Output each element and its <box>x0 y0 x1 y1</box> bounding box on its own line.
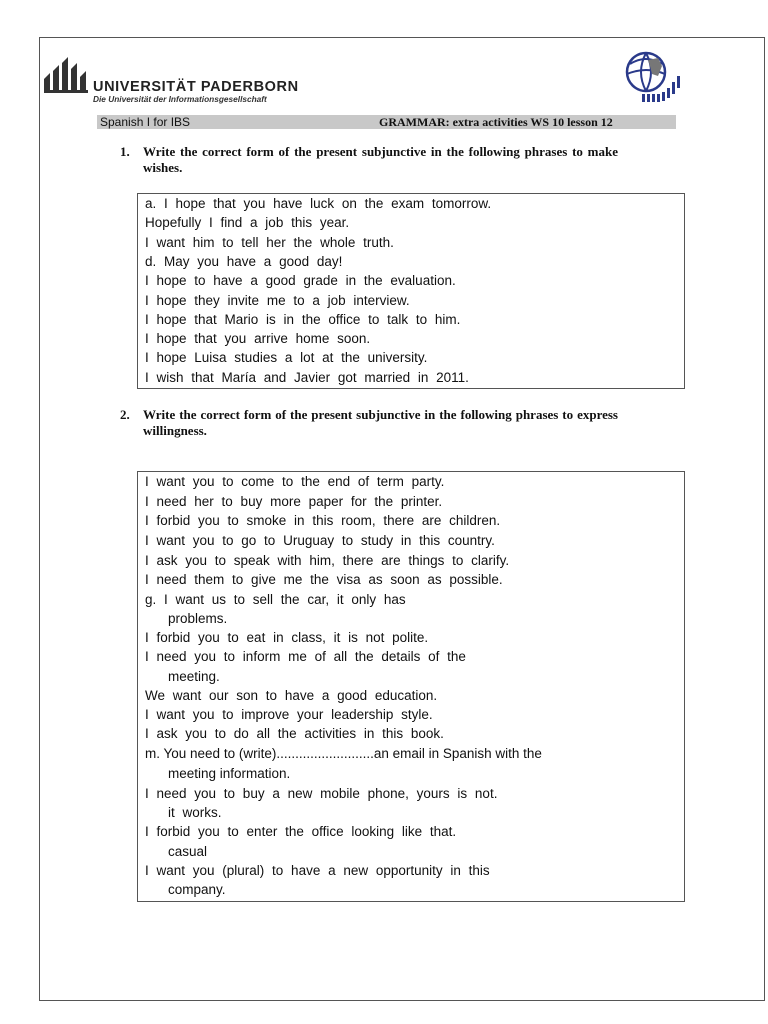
question-2-number: 2. <box>120 407 130 422</box>
university-name: UNIVERSITÄT PADERBORN <box>93 79 299 95</box>
list-item: Hopefully I find a job this year. <box>145 215 350 231</box>
globe-logo-icon <box>622 50 684 109</box>
course-name: Spanish I for IBS <box>100 115 191 129</box>
list-item: I want you to improve your leadership style. <box>145 707 433 722</box>
list-item: I ask you to do all the activities in this book. <box>145 726 444 741</box>
university-subtitle: Die Universität der Informationsgesellschaft <box>93 94 267 104</box>
list-item: I hope to have a good grade in the evaluation. <box>145 273 456 289</box>
university-logo-icon <box>44 57 88 93</box>
question-1 <box>120 144 618 176</box>
list-item-continuation: problems. <box>168 610 228 626</box>
list-item: I forbid you to enter the office looking like that. <box>145 824 457 839</box>
list-item: I forbid you to smoke in this room, there are children. <box>145 513 501 528</box>
list-item-continuation: company. <box>168 882 226 897</box>
list-item-continuation: meeting. <box>168 668 220 684</box>
question-2 <box>120 407 618 439</box>
worksheet-topic: GRAMMAR: extra activities WS 10 lesson 12 <box>379 115 613 129</box>
list-item: I want you to come to the end of term party. <box>145 474 445 489</box>
list-item: I hope they invite me to a job interview. <box>145 292 410 308</box>
list-item-continuation: meeting information. <box>168 765 291 781</box>
question-1-text: Write the correct form of the present subjunctive in the following phrases to make wishes. <box>143 144 618 175</box>
list-item-continuation: casual <box>168 843 208 859</box>
question-2-text: Write the correct form of the present subjunctive in the following phrases to express willingness. <box>143 407 618 438</box>
list-item-continuation: it works. <box>168 805 222 820</box>
list-item: I ask you to speak with him, there are things to clarify. <box>145 552 510 568</box>
list-item: We want our son to have a good education. <box>145 687 438 703</box>
list-item: I need you to buy a new mobile phone, yours is not. <box>145 785 498 801</box>
list-item: I want you to go to Uruguay to study in this country. <box>145 533 495 548</box>
list-item: g. I want us to sell the car, it only has <box>145 591 406 607</box>
list-item: I need her to buy more paper for the printer. <box>145 493 443 509</box>
list-item: I need them to give me the visa as soon as possible. <box>145 572 503 587</box>
course-header-bar <box>97 115 676 129</box>
list-item: m. You need to (write)..........................an email in Spanish with the <box>145 745 542 761</box>
list-item: I want you (plural) to have a new opportunity in this <box>145 862 490 878</box>
list-item: d. May you have a good day! <box>145 253 343 269</box>
list-item: a. I hope that you have luck on the exam tomorrow. <box>145 196 492 211</box>
list-item: I hope that Mario is in the office to talk to him. <box>145 311 461 327</box>
list-item: I forbid you to eat in class, it is not polite. <box>145 630 429 645</box>
list-item: I need you to inform me of all the details of the <box>145 649 466 664</box>
list-item: I wish that María and Javier got married in 2011. <box>145 369 469 385</box>
question-1-number: 1. <box>120 144 130 159</box>
list-item: I hope that you arrive home soon. <box>145 331 371 347</box>
list-item: I hope Luisa studies a lot at the university. <box>145 350 428 366</box>
list-item: I want him to tell her the whole truth. <box>145 234 394 250</box>
question-1-box <box>137 193 685 389</box>
question-2-box <box>137 471 685 902</box>
